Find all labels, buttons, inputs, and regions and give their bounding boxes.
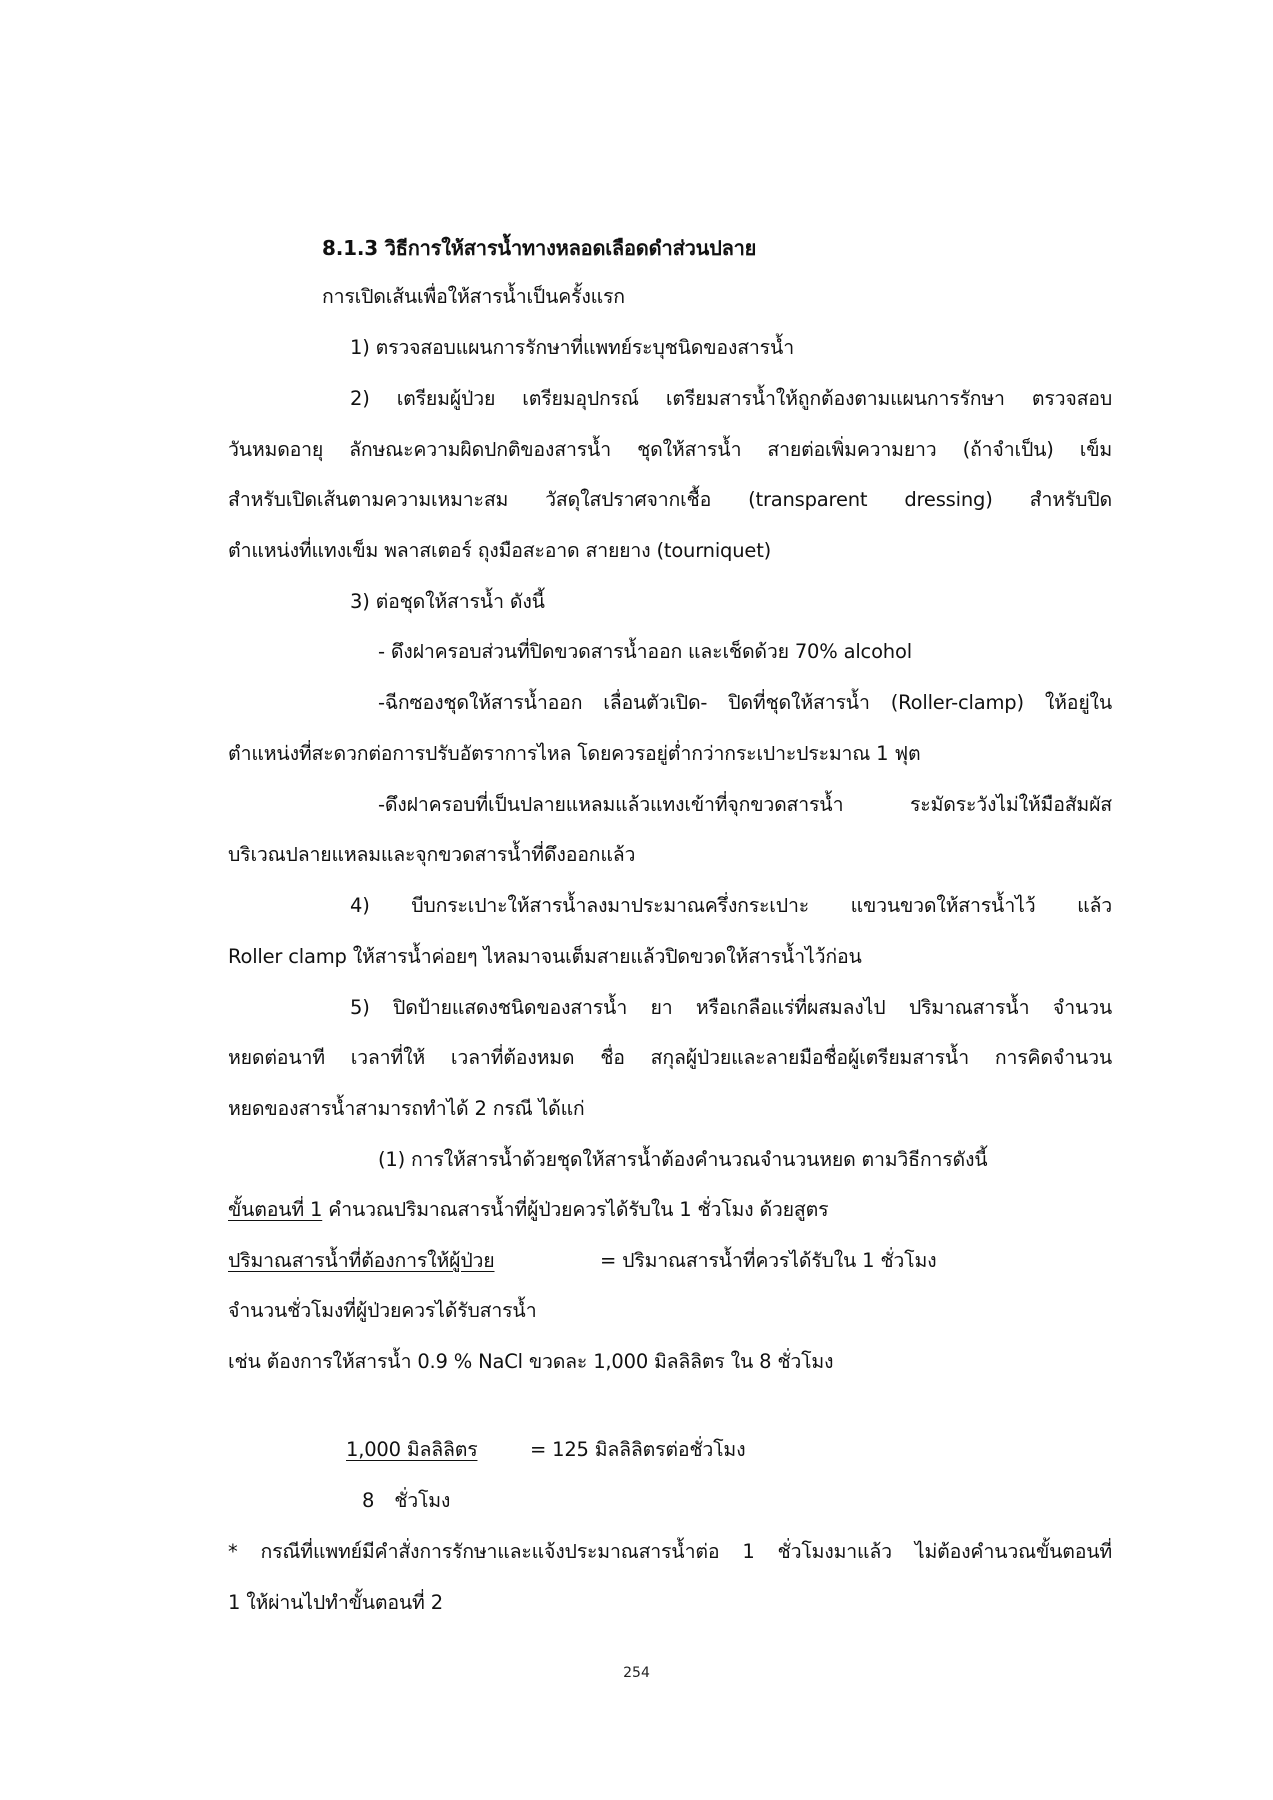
step-2-line-3: สำหรับเปิดเส้นตามความเหมาะสม วัสดุใสปราศจากเชื้อ (transparent dressing) สำหรับปิด [228,488,1112,511]
step-5-line-1: 5) ปิดป้ายแสดงชนิดของสารน้ำ ยา หรือเกลือแร่ที่ผสมลงไป ปริมาณสารน้ำ จำนวน [350,996,1112,1019]
step-1: 1) ตรวจสอบแผนการรักษาที่แพทย์ระบุชนิดของสารน้ำ [350,336,795,359]
subheading: การเปิดเส้นเพื่อให้สารน้ำเป็นครั้งแรก [322,285,625,308]
step-5-line-3: หยดของสารน้ำสามารถทำได้ 2 กรณี ได้แก่ [228,1097,585,1120]
page-number: 254 [623,1665,650,1681]
step-3-heading: 3) ต่อชุดให้สารน้ำ ดังนี้ [350,590,545,613]
example-text: เช่น ต้องการให้สารน้ำ 0.9 % NaCl ขวดละ 1,000 มิลลิลิตร ใน 8 ชั่วโมง [228,1350,834,1373]
example-denominator [362,1486,450,1516]
stage-1-label: ขั้นตอนที่ 1 [228,1198,323,1221]
note-line-1: * กรณีที่แพทย์มีคำสั่งการรักษาและแจ้งประมาณสารน้ำต่อ 1 ชั่วโมงมาแล้ว ไม่ต้องคำนวณขั้นตอนที่ [228,1540,1112,1563]
section-title: 8.1.3 วิธีการให้สารน้ำทางหลอดเลือดดำส่วนปลาย [322,236,757,260]
example-denominator-unit: ชั่วโมง [394,1489,451,1512]
step-5-line-2: หยดต่อนาที เวลาที่ให้ เวลาที่ต้องหมด ชื่อ สกุลผู้ป่วยและลายมือชื่อผู้เตรียมสารน้ำ การคิดจำนวน [228,1046,1112,1069]
case-1: (1) การให้สารน้ำด้วยชุดให้สารน้ำต้องคำนวณจำนวนหยด ตามวิธีการดังนี้ [378,1148,988,1171]
stage-1 [228,1195,828,1225]
example-result: = 125 มิลลิลิตรต่อชั่วโมง [530,1438,746,1461]
formula-numerator: ปริมาณสารน้ำที่ต้องการให้ผู้ป่วย [228,1249,495,1272]
step-2-line-2: วันหมดอายุ ลักษณะความผิดปกติของสารน้ำ ชุดให้สารน้ำ สายต่อเพิ่มความยาว (ถ้าจำเป็น) เข็ม [228,438,1112,461]
step-4-line-1: 4) บีบกระเปาะให้สารน้ำลงมาประมาณครึ่งกระเปาะ แขวนขวดให้สารน้ำไว้ แล้ว [350,894,1112,917]
step-2-line-1: 2) เตรียมผู้ป่วย เตรียมอุปกรณ์ เตรียมสารน้ำให้ถูกต้องตามแผนการรักษา ตรวจสอบ [350,387,1112,410]
step-3-bullet-2-line-1: -ฉีกซองชุดให้สารน้ำออก เลื่อนตัวเปิด- ปิดที่ชุดให้สารน้ำ (Roller-clamp) ให้อยู่ใน [378,691,1112,714]
stage-1-text: คำนวณปริมาณสารน้ำที่ผู้ป่วยควรได้รับใน 1 ชั่วโมง ด้วยสูตร [322,1198,829,1221]
example-numerator: 1,000 มิลลิลิตร [346,1438,478,1461]
step-3-bullet-3-line-2: บริเวณปลายแหลมและจุกขวดสารน้ำที่ดึงออกแล้ว [228,843,636,866]
step-2-line-4: ตำแหน่งที่แทงเข็ม พลาสเตอร์ ถุงมือสะอาด สายยาง (tourniquet) [228,539,772,562]
note-line-2: 1 ให้ผ่านไปทำขั้นตอนที่ 2 [228,1591,443,1614]
step-3-bullet-3-line-1: -ดึงฝาครอบที่เป็นปลายแหลมแล้วแทงเข้าที่จุกขวดสารน้ำ ระมัดระวังไม่ให้มือสัมผัส [378,793,1112,816]
step-3-bullet-2-line-2: ตำแหน่งที่สะดวกต่อการปรับอัตราการไหล โดยควรอยู่ต่ำกว่ากระเปาะประมาณ 1 ฟุต [228,742,921,765]
example-denominator-value: 8 [362,1489,375,1512]
formula-result: = ปริมาณสารน้ำที่ควรได้รับใน 1 ชั่วโมง [600,1249,937,1272]
formula-denominator: จำนวนชั่วโมงที่ผู้ป่วยควรได้รับสารน้ำ [228,1299,537,1322]
step-3-bullet-1: - ดึงฝาครอบส่วนที่ปิดขวดสารน้ำออก และเช็ดด้วย 70% alcohol [378,640,912,663]
step-4-line-2: Roller clamp ให้สารน้ำค่อยๆ ไหลมาจนเต็มสายแล้วปิดขวดให้สารน้ำไว้ก่อน [228,945,862,968]
